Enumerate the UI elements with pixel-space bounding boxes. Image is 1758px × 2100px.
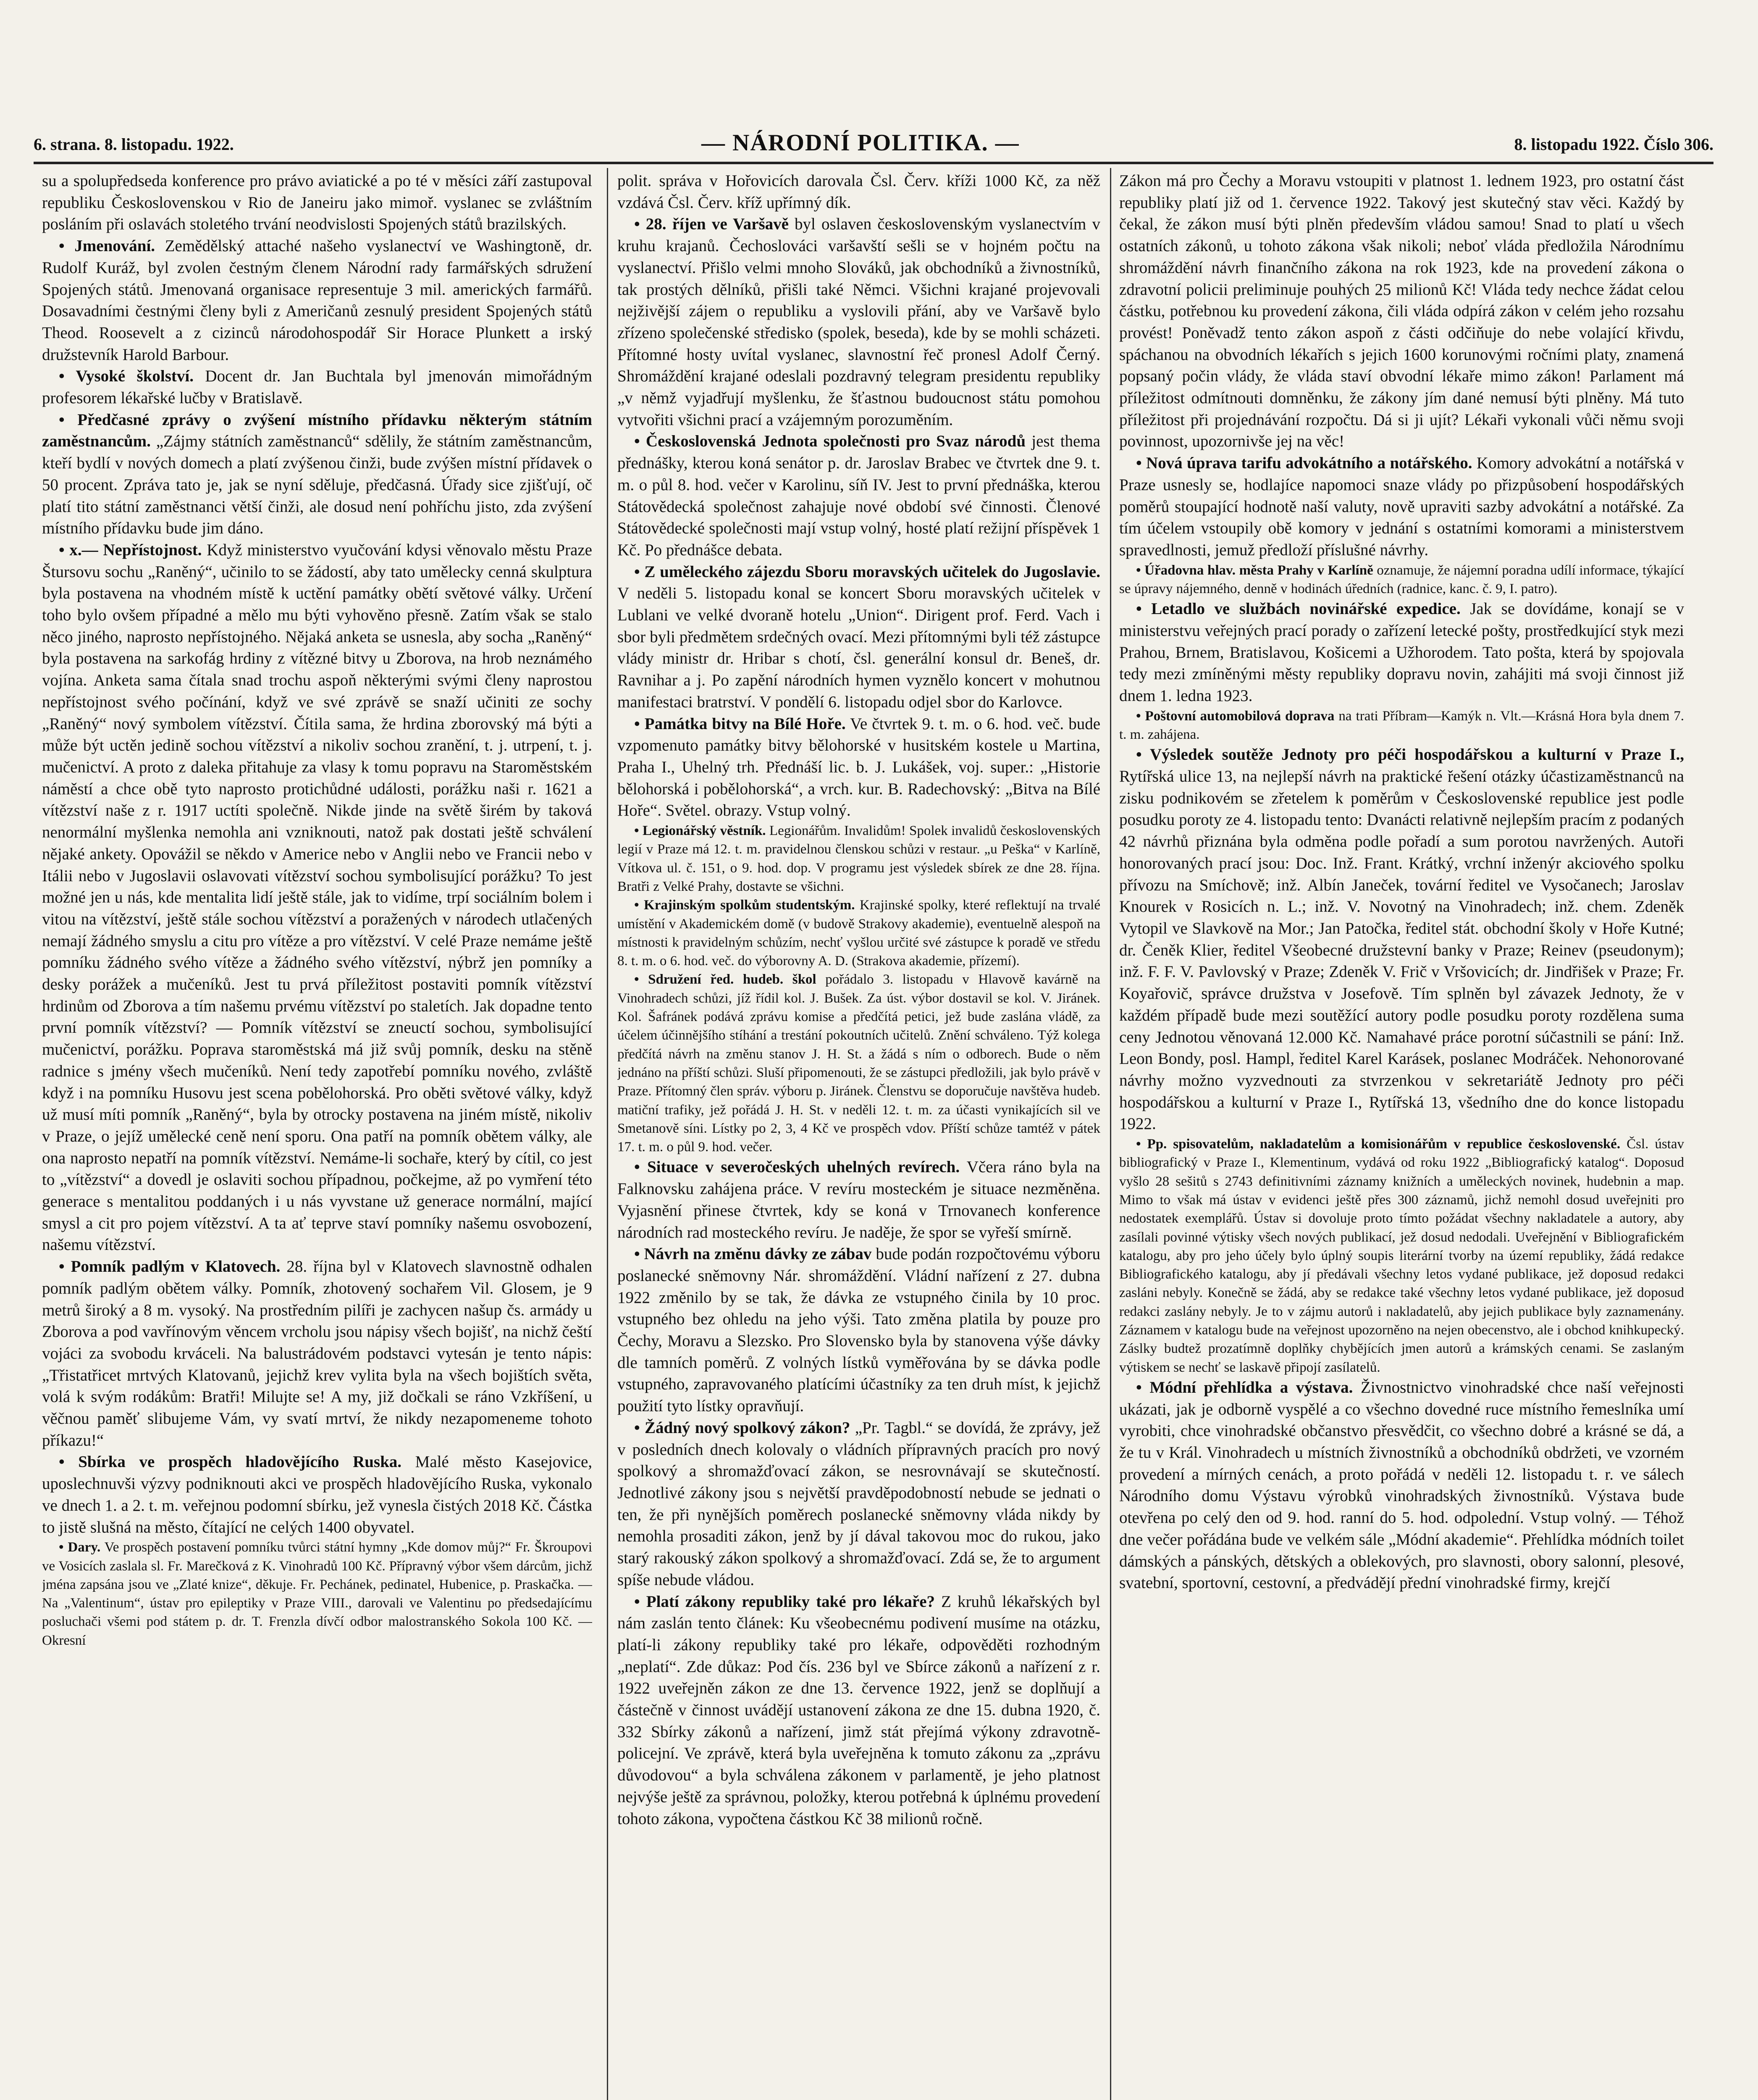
article-heading: • Sdružení řed. hudeb. škol [634,972,816,987]
article-text: Malé město Kasejovice, uposlechnuvši výzvy podniknouti akci ve prospěch hladovějícího Ruska, vykonalo ve dnech 1. a 2. t. m. veřejnou podomní sbírku, jež vynesla čistých 2018 Kč. Částka to jistě slušná na město, čítající ne celých 1400 obyvatel. [42,1453,592,1536]
article-text: Zákon má pro Čechy a Moravu vstoupiti v platnost 1. lednem 1923, pro ostatní část republiky platí již od 1. července 1922. Takový jest skutečný stav věci. Každý by čekal, že zákon musí býti plněn především vládou samou! Snad to platí u všech ostatních zákonů, u tohoto zákona však nikoli; neboť vláda předložila Národnímu shromáždění návrh finančního zákona na rok 1923, kde na provedení zákona o zdravotní policii preliminuje pouhých 25 milionů Kč! Vláda tedy nechce žádat celou částku, potřebnou ku provedení zákona, čili vláda odpírá zákon v celém jeho rozsahu provést! Poněvadž tento zákon aspoň z části odčiňuje do nebe volající křivdu, spáchanou na obvodních lékařích s jejich 1600 korunovými ročními platy, znamená popsaný počin vlády, že vláda staví obvodní lékaře mimo zákon! Parlament má příležitost odmítnouti domněnku, že zákony jím dané nemusí býti plněny. Má tuto příležitost při projednávání rozpočtu. Dá si ji ujít? Lékaři vykonali vůči němu svoji povinnost, upozornivše jej na věc! [1119,172,1684,451]
article-heading: • Předčasné zprávy o zvýšení místního přídavku některým státním zaměstnancům. [42,410,592,451]
article-heading: • Legionářský věstník. [634,823,766,839]
article-text: Ve čtvrtek 9. t. m. o 6. hod. več. bude vzpomenuto památky bitvy bělohorské v husitském kostele u Martina, Praha I., Uhelný trh. Přednáší lic. b. J. Lukášek, voj. super.: „Historie bělohorská i pobělohorská“, a vrch. kur. B. Radechovský: „Bitva na Bílé Hoře“. Světel. obrazy. Vstup volný. [617,714,1100,820]
article-heading: • Platí zákony republiky také pro lékaře? [634,1592,935,1611]
article-text: Krajinské spolky, které reflektují na trvalé umístění v Akademickém domě (v budově Strakovy akademie), eventuelně alespoň na místnosti k pravidelným schůzím, nechť vyšlou určité své zástupce k poradě ve středu 8. t. m. o 6. hod. več. do výborovny A. D. (Strakova akademie, přízemí). [617,898,1100,969]
article-text: V neděli 5. listopadu konal se koncert Sboru moravských učitelek v Lublani ve velké dvoraně hotelu „Union“. Dirigent prof. Ferd. Vach i sbor byli předmětem srdečných ovací. Mezi přítomnými byli též zástupce vlády ministr dr. Hribar s chotí, čsl. generální konsul dr. Beneš, dr. Ravnihar a j. Po zapění národních hymen vyznělo koncert v mohutnou manifestaci bratrství. V pondělí 6. listopadu odjel sbor do Karlovce. [617,584,1100,711]
article-heading: • Módní přehlídka a výstava. [1136,1378,1353,1396]
article-text: Zemědělský attaché našeho vyslanectví ve Washingtoně, dr. Rudolf Kuráž, byl zvolen čestným členem Národní rady farmářských sdružení Spojených států. Jmenovaná organisace representuje 3 mil. amerických farmářů. Dosavadními čestnými členy byli z Američanů zesnulý president Spojených států Theod. Roosevelt a z cizinců národohospodář Sir Horace Plunkett a irský družstevník Harold Barbour. [42,237,592,364]
column-3 [1119,170,1684,2100]
article-paragraph [42,409,592,539]
article-text: 28. října byl v Klatovech slavnostně odhalen pomník padlým obětem války. Pomník, zhotovený sochařem Vil. Glosem, je 9 metrů široký a 8 m. vysoký. Na prostředním pilíři je zachycen našup čs. armády u Zborova a pod vavřínovým věncem vrcholu jsou nápisy všech bojišť, na nichž čeští vojáci za svobodu krváceli. Na balustrádovém podstavci vytesán je tento nápis: „Třistatřicet mrtvých Klatovanů, jejichž krev vylita byla na všech bojištích světa, volá k svým rodákům: Bratři! Milujte se! A my, již dočkali se ráno Vzkříšení, u věčnou paměť slibujeme Vám, vy svatí mrtví, že nikdy nezapomeneme tohoto příkazu!“ [42,1257,592,1449]
article-paragraph [617,430,1100,561]
article-text: pořádalo 3. listopadu v Hlavově kavárně na Vinohradech schůzi, jíž řídil kol. J. Bušek. Za úst. výbor dostavil se kol. V. Jiránek. Kol. Šafránek podává zprávu komise a předčítá petici, jež bude zaslána vládě, za účelem účinnějšího stíhání a trestání pokoutních učitelů. Znění schváleno. Týž kolega předčítá návrh na změnu stanov J. H. St. a žádá s ním o odborech. Bude o něm jednáno na příští schůzi. Sluší připomenouti, že se zástupci předložili, jak bylo právě v Praze. Přítomný člen správ. výboru p. Jiránek. Členstvu se doporučuje navštěva hudeb. matiční trafiky, jež pořádá J. H. St. v neděli 12. t. m. za účasti vynikajících sil ve Smetanově síni. Lístky po 2, 3, 4 Kč ve prospěch vdov. Příští schůze tamtéž v pátek 17. t. m. o půl 9. hod. večer. [617,972,1100,1155]
article-text: Legionářům. Invalidům! Spolek invalidů československých legií v Praze má 12. t. m. pravidelnou členskou schůzi v restaur. „u Peška“ v Karlíně, Vítkova ul. č. 151, o 9. hod. dop. V programu jest výsledek sbírek ze dne 28. října. Bratři z Velké Prahy, dostavte se všichni. [617,823,1100,894]
article-paragraph [42,1451,592,1538]
article-heading: • Nová úprava tarifu advokátního a notářského. [1136,454,1472,472]
article-paragraph [617,1417,1100,1591]
article-heading: • Pp. spisovatelům, nakladatelům a komisionářům v republice československé. [1136,1137,1621,1152]
article-text: Z kruhů lékařských byl nám zaslán tento článek: Ku všeobecnému podivení musíme na otázku, platí-li zákony republiky také pro lékaře, odpověděti rozhodným „neplatí“. Zde důkaz: Pod čís. 236 byl ve Sbírce zákonů a nařízení z r. 1922 uveřejněn zákon ze dne 13. července 1922, jenž se doplňují a částečně v činnost uvádějí ustanovení zákona ze dne 15. dubna 1920, č. 332 Sbírky zákonů a nařízení, jimž stát přejímá výkony zdravotně-policejní. Ve zprávě, která byla uveřejněna k tomuto zákonu za „zprávu důvodovou“ a byla schválena zákonem v parlamentě, je jeho platnost nejvýše ještě za správnou, položky, kterou potřebná k úplnému provedení tohoto zákona, vypočtena částkou Kč 38 milionů ročně. [617,1592,1100,1828]
article-heading: • Krajinským spolkům studentským. [634,898,855,913]
article-text: byl oslaven československým vyslanectvím v kruhu krajanů. Čechoslováci varšavští sešli se v hojném počtu na vyslanectví. Přišlo velmi mnoho Slováků, jak obchodníků a živnostníků, tak prostých dělníků, přišli také Němci. Všichni krajané projevovali nejživější zájem o republiku a vyslovili přání, aby ve Varšavě bylo zřízeno společenské středisko (spolek, beseda), kde by se mohli scházeti. Přítomné hosty uvítal vyslanec, slavnostní řeč pronesl Adolf Černý. Shromáždění krajané odeslali pozdravný telegram presidentu republiky „v němž vyjadřují myšlenku, že šťastnou budoucnost státu pomohou vytvořiti všichni prací a vzájemným porozuměním. [617,215,1100,429]
article-paragraph [617,213,1100,430]
article-heading: • Situace v severočeských uhelných revírech. [634,1158,960,1176]
article-paragraph [617,1243,1100,1417]
article-paragraph [1119,1135,1684,1377]
masthead-rule [34,162,1713,164]
article-text: oznamuje, že nájemní poradna udílí informace, týkající se úpravy nájemného, denně v hodinách úředních (radnice, kanc. č. 9, I. patro). [1119,562,1684,596]
article-paragraph [1119,452,1684,561]
article-paragraph [1119,170,1684,452]
masthead-right: 8. listopadu 1922. Číslo 306. [1514,135,1713,154]
article-text: Docent dr. Jan Buchtala byl jmenován mimořádným profesorem lékařské lučby v Bratislavě. [42,367,592,407]
article-paragraph [1119,598,1684,707]
article-paragraph [617,561,1100,713]
article-text: „Pr. Tagbl.“ se dovídá, že zprávy, jež v posledních dnech kolovaly o vládních přípravných pracích pro nový spolkový a shromažďovací zákon, se nesrovnávají se skutečností. Jednotlivé zákony jsou s největší pravděpodobností nebude se jednati o ten, že při nynějších poměrech poslanecké sněmovny vláda nikdy by nemohla prosaditi zákon, jenž by jí dával takovou moc do rukou, jako starý rakouský zákon spolkový a shromažďovací. Zdá se, že to argument spíše nebude vládou. [617,1418,1100,1589]
article-heading: • Úřadovna hlav. města Prahy v Karlíně [1136,562,1373,578]
article-text: bude podán rozpočtovému výboru poslanecké sněmovny Nár. shromáždění. Vládní nařízení z 27. dubna 1922 změnilo by se tak, že dávka ze vstupného činila by 10 proc. vstupného bez ohledu na jeho výši. Tato změna platila by pouze pro Čechy, Moravu a Slezsko. Pro Slovensko byla by stanovena výše dávky dle tamních poměrů. Z volných lístků vyměřována by se dávka podle vstupného, zapravovaného platícími účastníky za ten druh míst, k jejichž použití tyto lístky opravňují. [617,1245,1100,1415]
masthead [34,126,1713,164]
article-text: polit. správa v Hořovicích darovala Čsl. Červ. kříži 1000 Kč, za něž vzdává Čsl. Červ. kříž upřímný dík. [617,172,1100,212]
article-heading: • x.— Nepřístojnost. [59,541,202,559]
article-text: Když ministerstvo vyučování kdysi věnovalo městu Praze Štursovu sochu „Raněný“, učinilo to se žádostí, aby tato umělecky cenná skulptura byla postavena na vhodném místě k uctění památky obětí světové války. Určení toho bylo ovšem případné a mělo mu býti vyhověno přesně. Zatím však se stalo něco jiného, naprosto nepřístojného. Nějaká anketa se usnesla, aby socha „Raněný“ byla postavena na sarkofág hrdiny z vítězné bitvy u Zborova, na hrob neznámého vojína. Anketa sama čítala snad trochu aspoň některými svými členy naprostou nepřístojnost svého počínání, když ve své zprávě se snaží učiniti ze sochy „Raněný“ nový symbolem vítězství. Čítila sama, že hrdina zborovský má býti a může být uctěn jedině sochou vítězství a nikoliv sochou zranění, t. j. utrpení, t. j. mučenictví. A proto z daleka přitahuje za vlasy k tomu popravu na Staroměstském náměstí a chce obě tyto naprosto protichůdné události, porážku naši r. 1621 a vítězství naše z r. 1917 uctíti společně. Nikde jinde na světě širém by taková nenormální myšlenka nemohla ani vzniknouti, natož pak dostati ještě schválení nějaké ankety. Opovážil se někdo v Americe nebo v Anglii nebo ve Francii nebo v Itálii nebo v Jugoslavii oslavovati vítězství sochou symbolisující porážku? To jest možné jen u nás, kde mentalita lidí ještě stále, jak to vidíme, trpí sociálním bolem i vitou na vítězství, ještě stále sochou vítězství a poražených v národech utlačených nemají žádného smyslu a citu pro vítěze a pro vítězství. V celé Praze nemáme ještě pomníku žádného svého vítěze a žádného svého vítězství, nýbrž jen pomníky a desky porážek a mučeníků. Jest tu prvá příležitost postaviti pomník vítězství hrdinům od Zborova a tím našemu prvému vítězství po staletích. Jak dopadne tento první pomník vítězství? — Pomník vítězství se zneuctí sochou, symbolisující mučenictví, porážku. Poprava staroměstská má již svůj pomník, desku na stěně radnice s jmény všech mučeníků. Není tedy zapotřebí pomníku nového, zvláště když i na pomníku Husovu jest scena pobělohorská. Pro oběti světové války, když už musí míti pomník „Raněný“, byla by otrocky postavena na jiném místě, nikoliv v Praze, o jejíž umělecké ceně není sporu. Ona patří na pomník obětem války, ale ona naprosto nepatří na pomník vítězství. Nemáme-li sochaře, který by cítil, co jest to „vítězství“ a dovedl je oslaviti sochou případnou, počkejme, až po vymření této generace s mentalitou poddaných i u nás vyvstane už generace normální, mající smysl a cit pro pojem vítězství. A ta ať teprve staví pomníky našemu osvobození, našemu vítězství. [42,541,592,1254]
masthead-title: — NÁRODNÍ POLITIKA. — [701,130,1020,156]
article-paragraph [1119,561,1684,598]
article-heading: • Jmenování. [59,237,155,255]
column-2 [617,170,1100,2100]
article-heading: • Návrh na změnu dávky ze zábav [634,1245,872,1263]
article-paragraph [42,1538,592,1650]
article-heading: • Sbírka ve prospěch hladovějícího Ruska. [59,1453,402,1471]
article-paragraph [617,170,1100,213]
article-text: Komory advokátní a notářská v Praze usnesly se, hodlajíce napomoci snaze vlády po přizpůsobení hospodářských poměrů stoupající hodnotě naší valuty, nově upraviti sazby advokátní a notářské. Za tím účelem vstoupily obě komory v jednání s ostatními komorami a ministerstvem spravedlnosti, jemuž předloží příslušné návrhy. [1119,454,1684,559]
article-text: „Zájmy státních zaměstnanců“ sdělily, že státním zaměstnancům, kteří bydlí v nových domech a platí zvýšenou činži, bude zvýšen místní přídavek o 50 procent. Zpráva tato je, jak se nyní sděluje, předčasná. Úřady sice zjišťují, oč platí tito státní zaměstnanci větší činži, ale dosud není pohříchu jisto, zda zvýšení místního přídavku bude jim dáno. [42,432,592,538]
article-text: na trati Příbram—Kamýk n. Vlt.—Krásná Hora byla dnem 7. t. m. zahájena. [1119,708,1684,743]
article-paragraph [1119,707,1684,744]
article-heading: • Vysoké školství. [59,367,194,386]
column-divider [1110,168,1111,2100]
article-heading: • Památka bitvy na Bílé Hoře. [634,714,846,733]
article-paragraph [1119,744,1684,1135]
article-paragraph [1119,1377,1684,1594]
article-text: Živnostnictvo vinohradské chce naší veřejnosti ukázati, jak je odborně vyspělé a co všechno dovedné ruce místního řemeslníka umí vyrobiti, chce vinohradské občanstvo přesvědčit, co všechno dobré a krásné se dá, a že tu v Král. Vinohradech u místních živnostníků a obchodníků obdržeti, ve vzorném provedení a mírných cenách, a proto pořádá v neděli 12. listopadu t. r. ve sálech Národního domu Výstavu výrobků vinohradských živnostníků. Výstava bude otevřena po celý den od 9. hod. ranní do 5. hod. odpolední. Vstup volný. — Téhož dne večer pořádána bude ve velkém sále „Módní akademie“. Přehlídka módních toilet dámských a pánských, dětských a oblekových, pro slavnosti, obory salonní, plesové, svatební, sportovní, cestovní, a předvádějí přední vinohradské firmy, krejčí [1119,1378,1684,1592]
article-paragraph [42,365,592,409]
article-heading: • Žádný nový spolkový zákon? [634,1418,850,1437]
article-paragraph [617,1591,1100,1830]
article-heading: • Výsledek soutěže Jednoty pro péči hospodářskou a kulturní v Praze I., [1136,746,1684,764]
article-paragraph [42,1256,592,1451]
article-text: Čsl. ústav bibliografický v Praze I., Klementinum, vydává od roku 1922 „Bibliografický katalog“. Doposud vyšlo 28 sešitů s 2743 definitivními záznamy knižních a uměleckých novinek, hudebnin a map. Mimo to však má ústav v evidenci ještě přes 300 záznamů, jichž nemohl dosud uveřejniti pro nedostatek exemplářů. Ústav si dovoluje proto tímto požádat všechny nakladatele a autory, aby zasílali povinné výtisky všech nových publikací, jež dosud nedodali. Uveřejnění v Bibliografickém katalogu, aby pro jeho účely bylo úplný soupis literární tvorby na území republiky, žádá redakce Bibliografického katalogu, aby jí předávali všechny letos vydané publikace, jež doposud redakci zasláni nebyly. Konečně se žádá, aby se redakce také všechny letos vydané publikace, jež doposud redakci zaslány nebyly. Je to v zájmu autorů i nakladatelů, aby jejich publikace byly zaznamenány. Záznamem v katalogu bude na veřejnost upozorněno na nejen obecenstvo, ale i obchod knihkupecký. Záslky budtež prozatímně doplňky chybějících jmen autorů a krámských cenami. Se zaslaným výtiskem se nechť se laskavě připojí zasílatelů. [1119,1137,1684,1375]
article-heading: • Poštovní automobilová doprava [1136,708,1335,724]
article-heading: • Letadlo ve službách novinářské expedice. [1136,600,1461,618]
article-paragraph [42,235,592,365]
article-heading: • 28. říjen ve Varšavě [634,215,789,234]
article-heading: • Československá Jednota společnosti pro Svaz národů [634,432,1026,451]
article-text: jest thema přednášky, kterou koná senátor p. dr. Jaroslav Brabec ve čtvrtek dne 9. t. m. o půl 8. hod. večer v Karolinu, síň IV. Jest to první přednáška, kterou Státovědecká společnost zahajuje nové období své činnosti. Členové Státovědecké společnosti mají vstup volný, hosté platí režijní příspěvek 1 Kč. Po přednášce debata. [617,432,1100,559]
article-paragraph [617,713,1100,822]
article-heading: • Z uměleckého zájezdu Sboru moravských učitelek do Jugoslavie. [634,562,1100,581]
article-paragraph [617,822,1100,896]
article-paragraph [617,970,1100,1156]
column-1 [42,170,592,2100]
article-heading: • Pomník padlým v Klatovech. [59,1257,281,1276]
article-paragraph [617,896,1100,970]
article-text: Rytířská ulice 13, na nejlepší návrh na praktické řešení otázky účastizaměstnanců na zisku podnikovém se zřetelem k poměrům v Československé republice jest podle posudku poroty ze 4. listopadu tento: Dvanácti relativně nejlepším pracím z podaných 42 návrhů přiznána byla odměna podle pořadí a sum porotou navržených. Autoři honorovaných prací jsou: Doc. Inž. Frant. Krátký, vrchní inženýr akciového spolku přívozu na Smíchově; inž. Albín Janeček, tovární ředitel ve Vysočanech; Jaroslav Knourek v Rosicích n. L.; inž. V. Novotný na Vinohradech; inž. chem. Zdeněk Vytopil ve Slavkově na Mor.; Jan Patočka, ředitel stát. obchodní školy v Hoře Kutné; dr. Čeněk Klier, ředitel Všeobecné družstevní banky v Praze; Reinev (pseudonym); inž. F. F. V. Pavlovský v Praze; Zdeněk V. Frič v Vršovicích; dr. Jindřišek v Praze; Fr. Koyařovič, správce družstva v Josefově. Tím splněn byl závazek Jednoty, že v každém případě bude mezi soutěžící autory podle posudku poroty rozdělena suma ceny Jednotou věnovaná 12.000 Kč. Namahavé práce porotní súčastnili se pání: Inž. Leon Bondy, posl. Hampl, ředitel Karel Karásek, poslanec Modráček. Nehonorované návrhy možno vyzvednouti za stvrzenkou v sekretariátě Jednoty pro péči hospodářskou a kulturní v Praze I., Rytířská 13, všedního dne do konce listopadu 1922. [1119,767,1684,1133]
article-text: su a spolupředseda konference pro právo aviatické a po té v měsíci září zastupoval republiku Československou v Rio de Janeiru jako mimoř. vyslanec se zvláštním posláním při oslavách stoletého trvání neodvislosti Spojených států brazilských. [42,172,592,234]
article-paragraph [42,539,592,1256]
article-heading: • Dary. [59,1540,101,1555]
article-text: Včera ráno byla na Falknovsku zahájena práce. V revíru mosteckém je situace nezměněna. Vyjasnění přinese čtvrtek, kdy se koná v Trnovanech konference národních rad mosteckého revíru. Je naděje, že spor se vyřeší smírně. [617,1158,1100,1242]
masthead-left: 6. strana. 8. listopadu. 1922. [34,135,234,154]
column-divider [607,168,608,2100]
article-paragraph [617,1156,1100,1243]
article-text: Ve prospěch postavení pomníku tvůrci státní hymny „Kde domov můj?“ Fr. Škroupovi ve Vosicích zaslala sl. Fr. Marečková z K. Vinohradů 100 Kč. Přípravný výbor všem dárcům, jichž jména zapsána jsou ve „Zlaté knize“, děkuje. Fr. Pechánek, pedinatel, Hubenice, p. Praskačka. — Na „Valentinum“, ústav pro epileptiky v Praze VIII., darovali ve Valentinu po předsedajícímu posluchači všemi pod státem p. dr. T. Frenzla dívčí odbor malostranského Sokola 100 Kč. — Okresní [42,1540,592,1648]
article-text: Jak se dovídáme, konají se v ministerstvu veřejných prací porady o zařízení letecké pošty, prostředkující styk mezi Prahou, Brnem, Bratislavou, Košicemi a Užhorodem. Tato pošta, která by spojovala tedy mezi zmíněnými městy republiky dopravu novin, zahájiti má svoji činnost již dnem 1. ledna 1923. [1119,600,1684,705]
article-paragraph [42,170,592,235]
